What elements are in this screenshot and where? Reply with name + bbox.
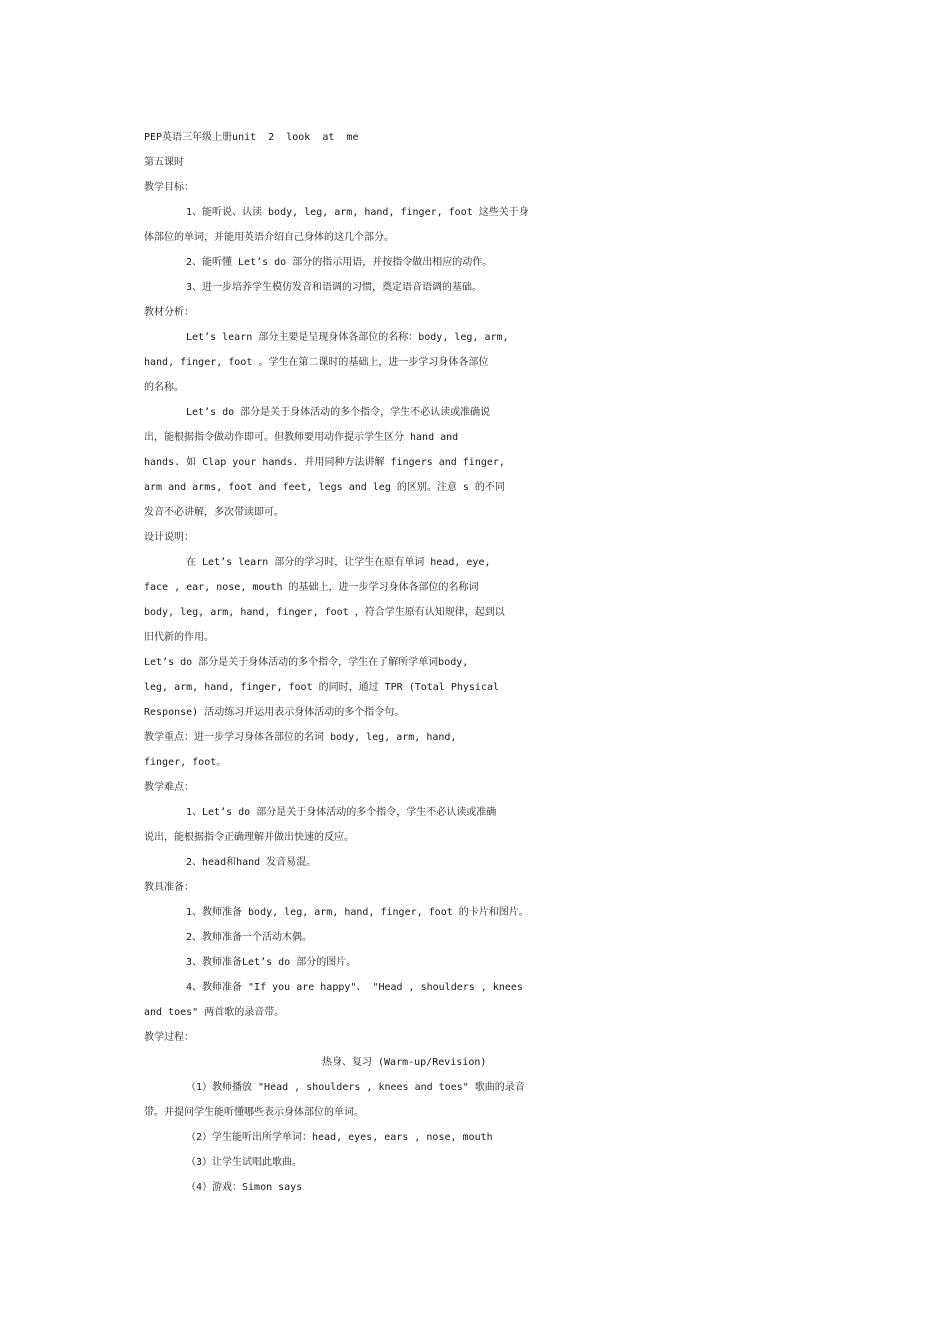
text-line: 3、进一步培养学生模仿发音和语调的习惯，奠定语音语调的基础。 bbox=[186, 282, 483, 293]
text-line: 的名称。 bbox=[144, 382, 184, 393]
text-line: arm and arms, foot and feet, legs and leg 的区别。注意 s 的不同 bbox=[144, 482, 505, 493]
text-line: 1、Let’s do 部分是关于身体活动的多个指令，学生不必认读或准确 bbox=[186, 807, 497, 818]
text-line: body, leg, arm, hand, finger, foot ，符合学生原有认知规律，起到以 bbox=[144, 607, 505, 618]
text-line: hands. 如 Clap your hands. 并用同种方法讲解 fingers and finger, bbox=[144, 457, 505, 468]
section-heading-difficulties: 教学难点： bbox=[144, 782, 194, 793]
text-line: 在 Let’s learn 部分的学习时，让学生在原有单词 head, eye, bbox=[186, 557, 491, 568]
text-line: Let’s do 部分是关于身体活动的多个指令，学生在了解所学单词body, bbox=[144, 657, 469, 668]
text-line: （3）让学生试唱此歌曲。 bbox=[186, 1157, 303, 1168]
text-line: finger, foot。 bbox=[144, 757, 227, 768]
section-heading-analysis: 教材分析： bbox=[144, 307, 194, 318]
text-line: face , ear, nose, mouth 的基础上，进一步学习身体各部位的名称词 bbox=[144, 582, 479, 593]
text-line: （2）学生能听出所学单词：head, eyes, ears , nose, mouth bbox=[186, 1132, 493, 1143]
text-line: （1）教师播放 "Head , shoulders , knees and toes" 歌曲的录音 bbox=[186, 1082, 525, 1093]
text-line: 1、能听说、认读 body, leg, arm, hand, finger, foot 这些关于身 bbox=[186, 207, 529, 218]
text-line: 出，能根据指令做动作即可。但教师要用动作提示学生区分 hand and bbox=[144, 432, 459, 443]
document-title: PEP英语三年级上册unit 2 look at me bbox=[144, 132, 359, 143]
text-line: 旧代新的作用。 bbox=[144, 632, 214, 643]
text-line: 发音不必讲解，多次带读即可。 bbox=[144, 507, 284, 518]
text-line: Let’s do 部分是关于身体活动的多个指令，学生不必认读或准确说 bbox=[186, 407, 491, 418]
text-line: 2、教师准备一个活动木偶。 bbox=[186, 932, 313, 943]
text-line: 4、教师准备 "If you are happy"、 "Head , shoulders , knees bbox=[186, 982, 523, 993]
text-line: 1、教师准备 body, leg, arm, hand, finger, foot 的卡片和图片。 bbox=[186, 907, 529, 918]
section-heading-design: 设计说明： bbox=[144, 532, 194, 543]
subsection-heading-warmup: 热身、复习 (Warm-up/Revision) bbox=[322, 1057, 487, 1068]
text-line: 带。并提问学生能听懂哪些表示身体部位的单词。 bbox=[144, 1107, 364, 1118]
text-line: Response) 活动练习并运用表示身体活动的多个指令句。 bbox=[144, 707, 405, 718]
lesson-number: 第五课时 bbox=[144, 157, 184, 168]
text-line: （4）游戏：Simon says bbox=[186, 1182, 303, 1193]
text-line: 说出，能根据指令正确理解并做出快速的反应。 bbox=[144, 832, 354, 843]
text-line: 2、head和hand 发音易混。 bbox=[186, 857, 317, 868]
text-line: 3、教师准备Let’s do 部分的图片。 bbox=[186, 957, 357, 968]
text-line: and toes" 两首歌的录音带。 bbox=[144, 1007, 285, 1018]
text-line: leg, arm, hand, finger, foot 的同时，通过 TPR (Total Physical bbox=[144, 682, 500, 693]
text-line: 2、能听懂 Let’s do 部分的指示用语，并按指令做出相应的动作。 bbox=[186, 257, 493, 268]
text-line: hand, finger, foot 。学生在第二课时的基础上，进一步学习身体各部位 bbox=[144, 357, 489, 368]
section-heading-materials: 教具准备： bbox=[144, 882, 194, 893]
section-heading-key-points: 教学重点：进一步学习身体各部位的名词 body, leg, arm, hand, bbox=[144, 732, 457, 743]
text-line: Let’s learn 部分主要是呈现身体各部位的名称：body, leg, arm, bbox=[186, 332, 509, 343]
section-heading-objectives: 教学目标： bbox=[144, 182, 194, 193]
section-heading-process: 教学过程： bbox=[144, 1032, 194, 1043]
text-line: 体部位的单词，并能用英语介绍自己身体的这几个部分。 bbox=[144, 232, 394, 243]
